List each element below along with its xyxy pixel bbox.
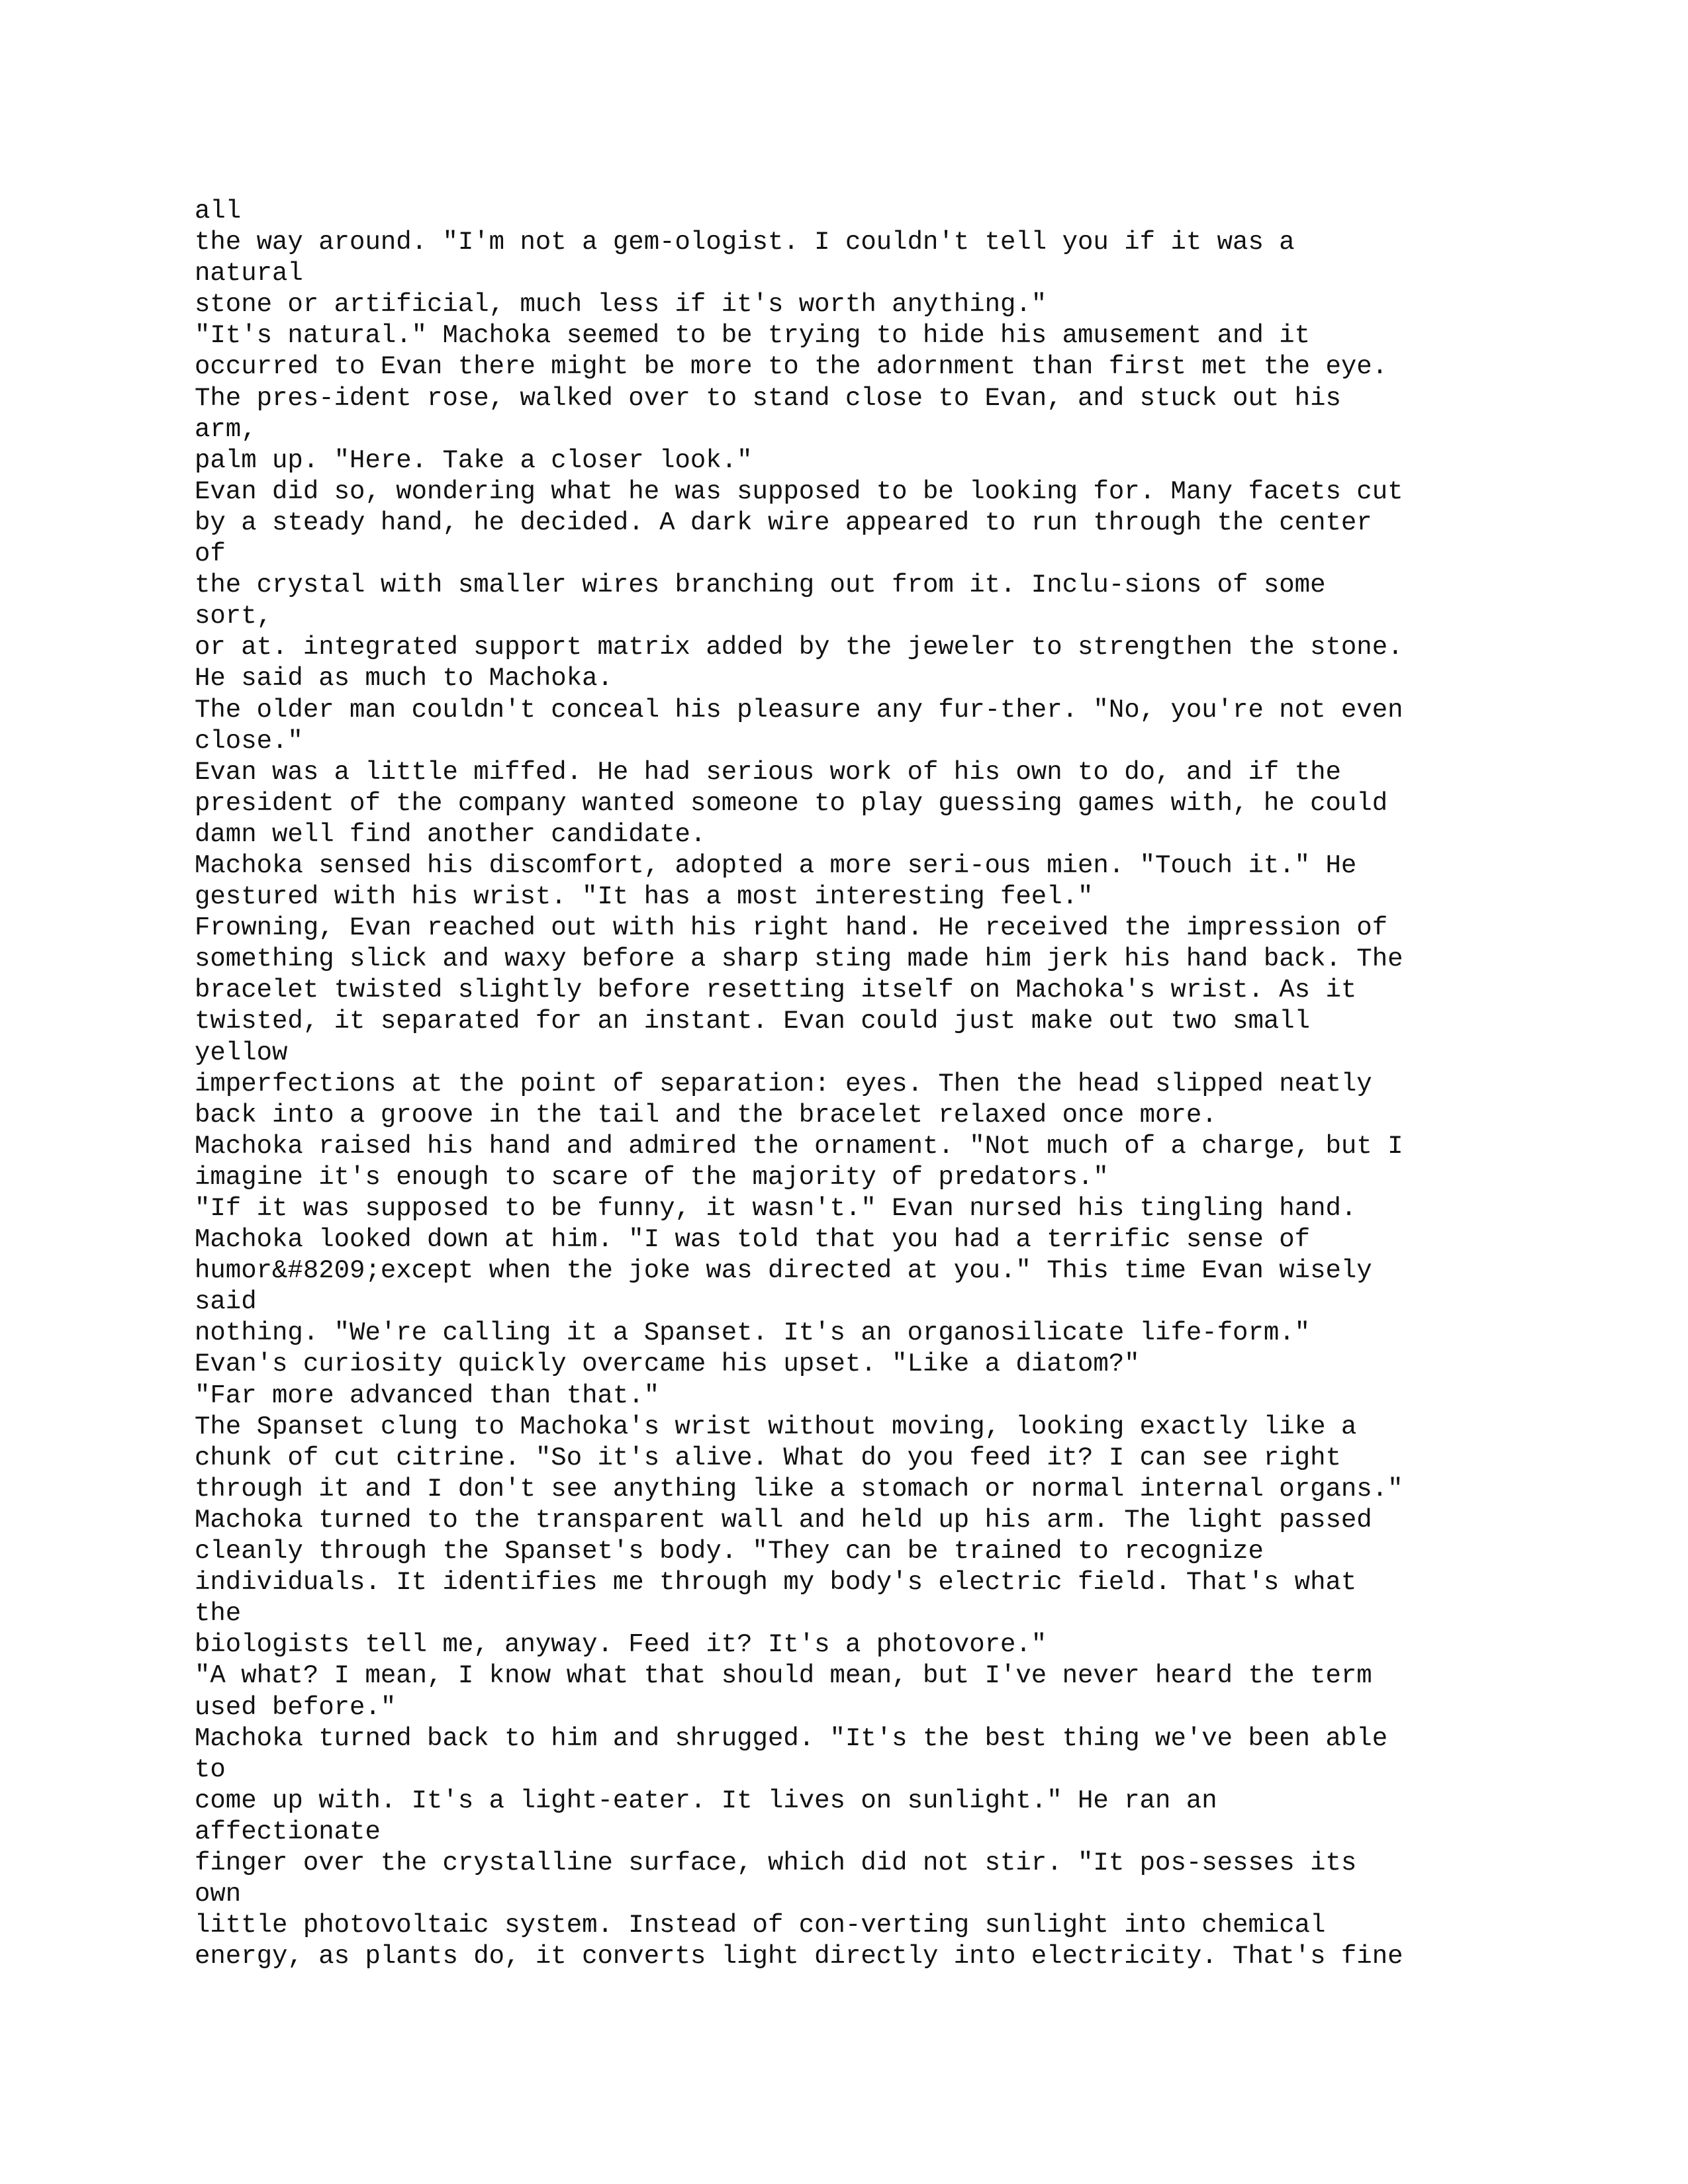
- text-line: little photovoltaic system. Instead of con-verting sunlight into chemical: [195, 1911, 1326, 1940]
- text-line: The pres-ident rose, walked over to stand close to Evan, and stuck out his: [195, 383, 1341, 413]
- text-line: The Spanset clung to Machoka's wrist without moving, looking exactly like a: [195, 1412, 1357, 1441]
- text-line: close.": [195, 726, 303, 756]
- text-line: the way around. "I'm not a gem-ologist. I couldn't tell you if it was a: [195, 228, 1295, 257]
- text-line: said: [195, 1287, 257, 1317]
- text-line: imperfections at the point of separation: eyes. Then the head slipped neatly: [195, 1069, 1372, 1099]
- text-line: twisted, it separated for an instant. Evan could just make out two small: [195, 1007, 1311, 1036]
- text-line: finger over the crystalline surface, which did not stir. "It pos-sesses its: [195, 1848, 1357, 1878]
- text-line: humor&#8209;except when the joke was directed at you." This time Evan wisely: [195, 1256, 1372, 1286]
- text-line: come up with. It's a light-eater. It lives on sunlight." He ran an: [195, 1786, 1217, 1815]
- text-line: Machoka raised his hand and admired the ornament. "Not much of a charge, but I: [195, 1131, 1403, 1161]
- text-line: biologists tell me, anyway. Feed it? It's a photovore.": [195, 1630, 1047, 1660]
- text-line: Machoka turned to the transparent wall and held up his arm. The light passed: [195, 1505, 1372, 1535]
- text-line: of: [195, 539, 226, 569]
- text-line: damn well find another candidate.: [195, 819, 706, 849]
- text-line: arm,: [195, 414, 257, 444]
- text-line: the crystal with smaller wires branching out from it. Inclu-sions of some: [195, 570, 1326, 600]
- text-line: the: [195, 1599, 242, 1629]
- text-line: Machoka looked down at him. "I was told that you had a terrific sense of: [195, 1225, 1311, 1255]
- text-line: stone or artificial, much less if it's worth anything.": [195, 290, 1047, 320]
- text-line: nothing. "We're calling it a Spanset. It's an organosilicate life-form.": [195, 1318, 1311, 1348]
- text-line: energy, as plants do, it converts light directly into electricity. That's fine: [195, 1942, 1403, 1972]
- text-line: natural: [195, 259, 303, 289]
- text-line: something slick and waxy before a sharp sting made him jerk his hand back. The: [195, 944, 1403, 974]
- text-line: president of the company wanted someone to play guessing games with, he could: [195, 788, 1388, 818]
- text-line: "A what? I mean, I know what that should mean, but I've never heard the term: [195, 1661, 1372, 1691]
- text-line: yellow: [195, 1038, 288, 1068]
- text-line: palm up. "Here. Take a closer look.": [195, 445, 753, 475]
- text-line: bracelet twisted slightly before resetting itself on Machoka's wrist. As it: [195, 976, 1357, 1005]
- text-line: gestured with his wrist. "It has a most interesting feel.": [195, 882, 1094, 912]
- text-line: cleanly through the Spanset's body. "They can be trained to recognize: [195, 1537, 1264, 1567]
- text-line: back into a groove in the tail and the bracelet relaxed once more.: [195, 1100, 1217, 1130]
- text-line: Evan was a little miffed. He had serious work of his own to do, and if the: [195, 757, 1341, 787]
- text-line: sort,: [195, 602, 273, 631]
- text-line: used before.": [195, 1692, 397, 1722]
- text-line: chunk of cut citrine. "So it's alive. What do you feed it? I can see right: [195, 1443, 1341, 1473]
- text-line: Frowning, Evan reached out with his right hand. He received the impression of: [195, 913, 1388, 943]
- text-line: "Far more advanced than that.": [195, 1381, 660, 1410]
- text-line: to: [195, 1754, 226, 1784]
- text-line: individuals. It identifies me through my body's electric field. That's what: [195, 1568, 1357, 1598]
- body-text: [195, 196, 1519, 1972]
- text-line: occurred to Evan there might be more to the adornment than first met the eye.: [195, 352, 1388, 382]
- text-line: He said as much to Machoka.: [195, 664, 613, 694]
- text-line: or at. integrated support matrix added by the jeweler to strengthen the stone.: [195, 633, 1403, 662]
- text-line: Machoka sensed his discomfort, adopted a more seri-ous mien. "Touch it." He: [195, 850, 1357, 880]
- text-line: Machoka turned back to him and shrugged. "It's the best thing we've been able: [195, 1723, 1388, 1753]
- text-line: own: [195, 1880, 242, 1909]
- text-line: The older man couldn't conceal his pleasure any fur-ther. "No, you're not even: [195, 695, 1403, 725]
- text-line: Evan's curiosity quickly overcame his upset. "Like a diatom?": [195, 1349, 1140, 1379]
- text-line: Evan did so, wondering what he was supposed to be looking for. Many facets cut: [195, 477, 1403, 506]
- text-line: through it and I don't see anything like a stomach or normal internal organs.": [195, 1474, 1403, 1504]
- text-line: affectionate: [195, 1817, 381, 1846]
- text-line: "If it was supposed to be funny, it wasn't." Evan nursed his tingling hand.: [195, 1194, 1357, 1223]
- text-line: imagine it's enough to scare of the majority of predators.": [195, 1162, 1109, 1192]
- text-line: all: [195, 197, 242, 226]
- text-line: "It's natural." Machoka seemed to be trying to hide his amusement and it: [195, 321, 1311, 351]
- text-line: by a steady hand, he decided. A dark wire appeared to run through the center: [195, 508, 1372, 537]
